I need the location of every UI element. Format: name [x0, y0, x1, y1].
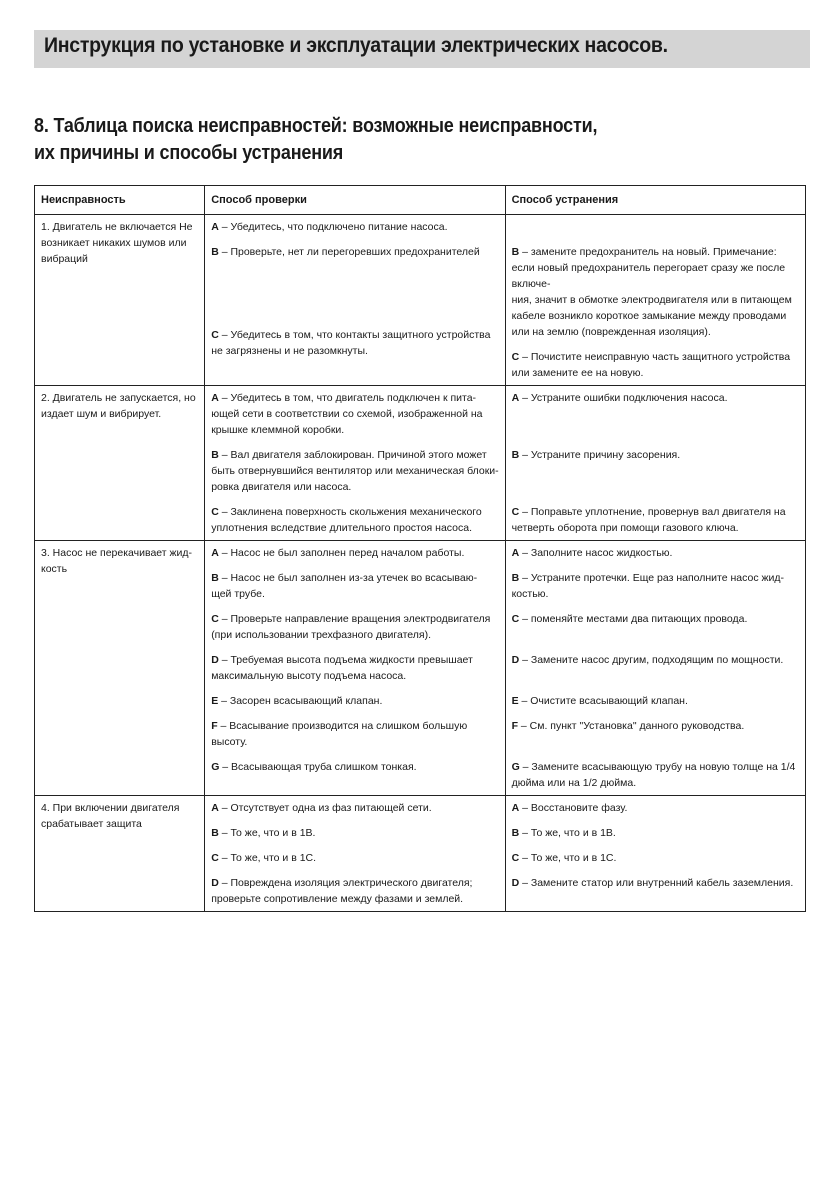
check-entry: C – То же, что и в 1С.	[211, 852, 317, 864]
document-header	[34, 30, 810, 68]
column-header-check: Способ проверки	[205, 186, 505, 215]
check-entry: C – Заклинена поверхность скольжения механического уплотнения вследствие длительного простоя насоса.	[211, 506, 482, 534]
fix-entry: A – Заполните насос жидкостью.	[511, 547, 673, 559]
fix-entry: G – Замените всасывающую трубу на новую толще на 1/4 дюйма или на 1/2 дюйма.	[511, 761, 796, 789]
section-title-line-1: 8. Таблица поиска неисправностей: возможные неисправности,	[34, 115, 598, 137]
fix-entry: B – Устраните причину засорения.	[511, 449, 681, 461]
fix-entry: C – поменяйте местами два питающих провода.	[511, 613, 748, 625]
check-cell	[205, 386, 505, 541]
fix-entry: B – То же, что и в 1В.	[511, 827, 616, 839]
fix-entry: E – Очистите всасывающий клапан.	[511, 695, 688, 707]
section-title	[34, 113, 718, 167]
check-entry: B – Насос не был заполнен из-за утечек во всасываю- щей трубе.	[211, 572, 478, 600]
check-cell	[205, 215, 505, 386]
fix-cell	[505, 796, 805, 912]
check-entry: A – Насос не был заполнен перед началом работы.	[211, 547, 465, 559]
table-row	[35, 796, 806, 912]
section-title-line-2: их причины и способы устранения	[34, 142, 344, 164]
table-row	[35, 541, 806, 796]
table-row	[35, 215, 806, 386]
fault-cell: 1. Двигатель не включается Не возникает никаких шумов или вибраций	[35, 215, 205, 386]
table-header-row	[35, 186, 806, 215]
fix-entry: B – замените предохранитель на новый. Примечание: если новый предохранитель перегорает сразу же после включе- ния, значит в обмотке электродвигателя или в питающем кабеле возникло короткое замыкание между проводами или на землю (поврежденная изоляция).	[511, 246, 792, 338]
column-header-fault: Неисправность	[35, 186, 205, 215]
document-title: Инструкция по установке и эксплуатации электрических насосов.	[44, 34, 668, 57]
fix-cell	[505, 215, 805, 386]
check-entry: A – Отсутствует одна из фаз питающей сети.	[211, 802, 432, 814]
spacer	[512, 219, 800, 244]
fix-entry: F – См. пункт "Установка" данного руководства.	[511, 720, 745, 732]
spacer	[211, 269, 499, 327]
check-entry: A – Убедитесь, что подключено питание насоса.	[211, 221, 448, 233]
fix-cell	[505, 541, 805, 796]
fault-cell: 2. Двигатель не запускается, но издает шум и вибрирует.	[35, 386, 205, 541]
check-entry: A – Убедитесь в том, что двигатель подключен к пита- ющей сети в соответствии со схемой, изображенной на крышке клеммной коробки.	[211, 392, 483, 436]
fault-cell: 3. Насос не перекачивает жид- кость	[35, 541, 205, 796]
fix-entry: D – Замените статор или внутренний кабель заземления.	[511, 877, 794, 889]
check-entry: B – Проверьте, нет ли перегоревших предохранителей	[211, 246, 480, 258]
fix-entry: D – Замените насос другим, подходящим по мощности.	[511, 654, 784, 666]
check-entry: F – Всасывание производится на слишком большую высоту.	[211, 720, 468, 748]
table-row	[35, 386, 806, 541]
fix-entry: B – Устраните протечки. Еще раз наполните насос жид- костью.	[511, 572, 785, 600]
column-header-fix: Способ устранения	[505, 186, 805, 215]
check-entry: G – Всасывающая труба слишком тонкая.	[211, 761, 417, 773]
fix-entry: A – Устраните ошибки подключения насоса.	[511, 392, 728, 404]
fix-entry: C – Поправьте уплотнение, провернув вал двигателя на четверть оборота при помощи газового ключа.	[511, 506, 786, 534]
check-entry: D – Повреждена изоляция электрического двигателя; проверьте сопротивление между фазами и землей.	[211, 877, 473, 905]
fix-entry: C – То же, что и в 1С.	[511, 852, 617, 864]
check-entry: C – Проверьте направление вращения электродвигателя (при использовании трехфазного двигателя).	[211, 613, 491, 641]
check-entry: B – То же, что и в 1В.	[211, 827, 316, 839]
check-cell	[205, 541, 505, 796]
fix-cell	[505, 386, 805, 541]
fix-entry: C – Почистите неисправную часть защитного устройства или замените ее на новую.	[511, 351, 791, 379]
troubleshooting-table	[34, 185, 806, 912]
check-entry: D – Требуемая высота подъема жидкости превышает максимальную высоту подъема насоса.	[211, 654, 473, 682]
check-cell	[205, 796, 505, 912]
check-entry: B – Вал двигателя заблокирован. Причиной этого может быть отвернувшийся вентилятор или механическая блоки- ровка двигателя или насоса.	[211, 449, 499, 493]
check-entry: C – Убедитесь в том, что контакты защитного устройства не загрязнены и не разомкнуты.	[211, 329, 491, 357]
fault-cell: 4. При включении двигателя срабатывает защита	[35, 796, 205, 912]
check-entry: E – Засорен всасывающий клапан.	[211, 695, 383, 707]
fix-entry: A – Восстановите фазу.	[511, 802, 628, 814]
